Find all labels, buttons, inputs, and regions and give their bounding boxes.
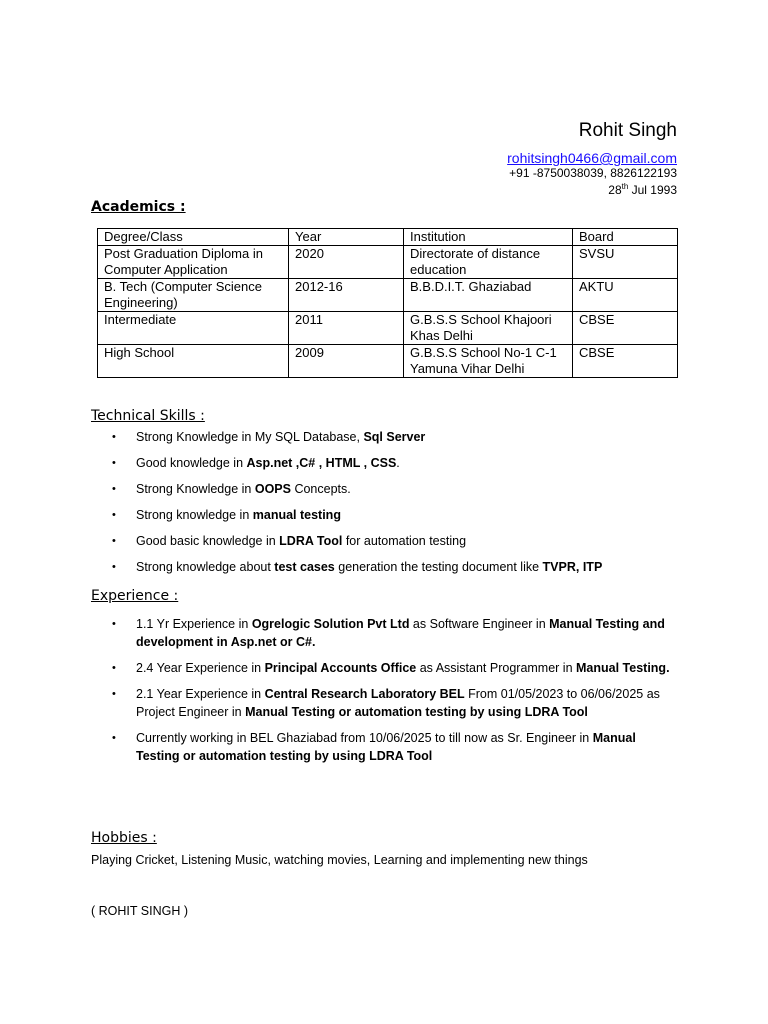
header-degree: Degree/Class	[98, 229, 289, 246]
dob-suffix: th	[621, 182, 629, 191]
text: Good knowledge in	[136, 456, 247, 470]
cell-degree: Intermediate	[98, 312, 289, 345]
cell-board: CBSE	[573, 345, 678, 378]
text: for automation testing	[342, 534, 467, 548]
cell-board: AKTU	[573, 279, 678, 312]
list-item	[108, 428, 602, 446]
bold-text: manual testing	[252, 508, 341, 522]
list-item	[108, 729, 678, 765]
list-item	[108, 685, 678, 721]
text: Strong knowledge about	[136, 560, 275, 574]
contact-header	[507, 119, 677, 197]
hobbies-title: Hobbies :	[91, 830, 157, 846]
bold-text: test cases	[274, 560, 335, 574]
cell-institution: Directorate of distance education	[404, 246, 573, 279]
text: Strong Knowledge in	[136, 482, 255, 496]
bold-text: LDRA Tool	[279, 534, 343, 548]
academics-title: Academics :	[91, 199, 186, 215]
bold-text: Manual Testing or automation testing by using LDRA Tool	[245, 705, 588, 719]
cell-degree: High School	[98, 345, 289, 378]
cell-board: CBSE	[573, 312, 678, 345]
list-item	[108, 659, 678, 677]
text: From 01/05/2023 to 06/06/2025 as Project Engineer in	[136, 687, 660, 719]
candidate-name: Rohit Singh	[578, 120, 677, 141]
header-board: Board	[573, 229, 678, 246]
list-item	[108, 480, 602, 498]
text: generation the testing document like	[334, 560, 543, 574]
dob-month-year: Jul 1993	[628, 183, 677, 197]
cell-year: 2011	[289, 312, 404, 345]
cell-institution: G.B.S.S School Khajoori Khas Delhi	[404, 312, 573, 345]
bold-text: Manual Testing.	[576, 661, 670, 675]
bold-text: Asp.net ,C# , HTML , CSS	[246, 456, 397, 470]
text: 1.1 Yr Experience in	[136, 617, 252, 631]
cell-year: 2009	[289, 345, 404, 378]
bold-text: OOPS	[254, 482, 291, 496]
skills-list	[108, 428, 602, 584]
text: as Assistant Programmer in	[416, 661, 577, 675]
cell-degree: B. Tech (Computer Science Engineering)	[98, 279, 289, 312]
table-row	[98, 279, 678, 312]
text: .	[396, 456, 400, 470]
text: Currently working in BEL Ghaziabad from 10/06/2025 to till now as Sr. Engineer in	[136, 731, 593, 745]
signature: ( ROHIT SINGH )	[91, 904, 188, 918]
list-item	[108, 532, 602, 550]
cell-institution: B.B.D.I.T. Ghaziabad	[404, 279, 573, 312]
bold-text: Manual Testing and development in Asp.net or C#.	[136, 617, 665, 649]
experience-title: Experience :	[91, 588, 179, 604]
table-row	[98, 246, 678, 279]
text: Strong knowledge in	[136, 508, 253, 522]
bold-text: TVPR, ITP	[542, 560, 603, 574]
list-item	[108, 615, 678, 651]
list-item	[108, 558, 602, 576]
cell-year: 2020	[289, 246, 404, 279]
list-item	[108, 506, 602, 524]
bold-text: Ogrelogic Solution Pvt Ltd	[251, 617, 410, 631]
table-row	[98, 345, 678, 378]
cell-institution: G.B.S.S School No-1 C-1 Yamuna Vihar Delhi	[404, 345, 573, 378]
bold-text: Manual Testing or automation testing by using LDRA Tool	[136, 731, 636, 763]
header-institution: Institution	[404, 229, 573, 246]
cell-year: 2012-16	[289, 279, 404, 312]
text: Good basic knowledge in	[136, 534, 280, 548]
academics-table	[97, 228, 678, 378]
technical-skills-title: Technical Skills :	[91, 408, 205, 424]
hobbies-text: Playing Cricket, Listening Music, watching movies, Learning and implementing new things	[91, 853, 588, 867]
text: Concepts.	[290, 482, 351, 496]
bold-text: Central Research Laboratory BEL	[264, 687, 465, 701]
list-item	[108, 454, 602, 472]
text: 2.1 Year Experience in	[136, 687, 265, 701]
text: Strong Knowledge in My SQL Database,	[136, 430, 364, 444]
phone-numbers: +91 -8750038039, 8826122193	[509, 166, 677, 180]
cell-degree: Post Graduation Diploma in Computer Application	[98, 246, 289, 279]
cell-board: SVSU	[573, 246, 678, 279]
email-link[interactable]: rohitsingh0466@gmail.com	[507, 150, 677, 166]
experience-list	[108, 615, 678, 773]
table-header-row	[98, 229, 678, 246]
table-row	[98, 312, 678, 345]
date-of-birth	[507, 180, 677, 197]
bold-text: Sql Server	[363, 430, 426, 444]
text: as Software Engineer in	[409, 617, 550, 631]
bold-text: Principal Accounts Office	[264, 661, 417, 675]
text: 2.4 Year Experience in	[136, 661, 265, 675]
header-year: Year	[289, 229, 404, 246]
dob-day: 28	[608, 183, 622, 197]
